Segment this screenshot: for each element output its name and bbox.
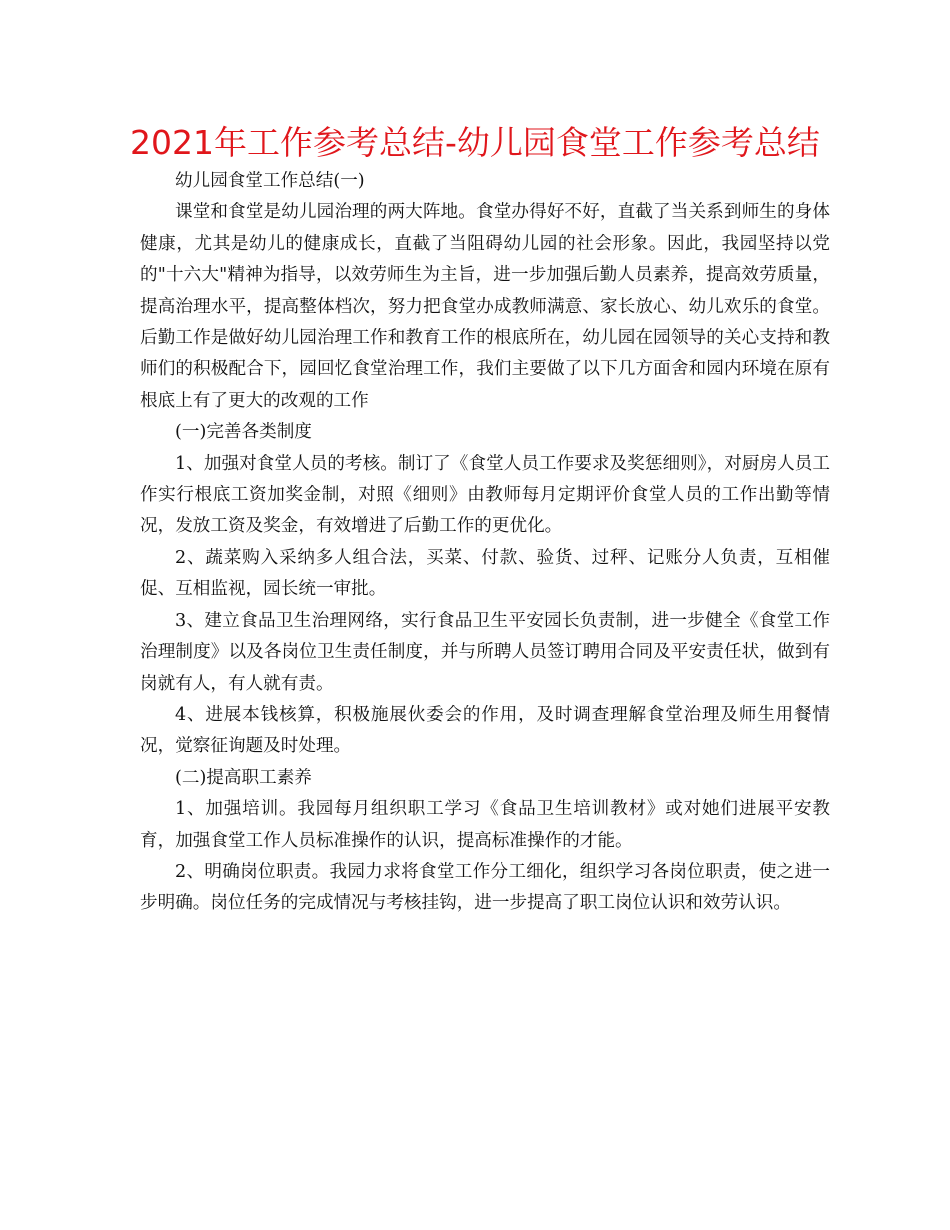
paragraph: 2、明确岗位职责。我园力求将食堂工作分工细化，组织学习各岗位职责，使之进一步明确。岗位任务的完成情况与考核挂钩，进一步提高了职工岗位认识和效劳认识。 xyxy=(140,861,830,914)
paragraph: 3、建立食品卫生治理网络，实行食品卫生平安园长负责制，进一步健全《食堂工作治理制度》以及各岗位卫生责任制度，并与所聘人员签订聘用合同及平安责任状，做到有岗就有人，有人就有责。 xyxy=(140,610,830,694)
paragraph: 1、加强培训。我园每月组织职工学习《食品卫生培训教材》或对她们进展平安教育，加强食堂工作人员标准操作的认识，提高标准操作的才能。 xyxy=(140,799,830,851)
paragraph: 1、加强对食堂人员的考核。制订了《食堂人员工作要求及奖惩细则》，对厨房人员工作实行根底工资加奖金制，对照《细则》由教师每月定期评价食堂人员的工作出勤等情况，发放工资及奖金，有效增进了后勤工作的更优化。 xyxy=(140,453,830,537)
section-heading: 幼儿园食堂工作总结(一) xyxy=(175,171,365,191)
document-body xyxy=(140,166,830,920)
document-title: 2021年工作参考总结-幼儿园食堂工作参考总结 xyxy=(130,123,820,162)
paragraph: 4、进展本钱核算，积极施展伙委会的作用，及时调查理解食堂治理及师生用餐情况，觉察征询题及时处理。 xyxy=(140,704,830,757)
section-heading: (一)完善各类制度 xyxy=(175,422,312,443)
paragraph: 2、蔬菜购入采纳多人组合法，买菜、付款、验货、过秤、记账分人负责，互相催促、互相监视，园长统一审批。 xyxy=(140,547,830,600)
paragraph: 课堂和食堂是幼儿园治理的两大阵地。食堂办得好不好，直截了当关系到师生的身体健康，尤其是幼儿的健康成长，直截了当阻碍幼儿园的社会形象。因此，我园坚持以党的"十六大"精神为指导，以效劳师生为主旨，进一步加强后勤人员素养，提高效劳质量，提高治理水平，提高整体档次，努力把食堂办成教师满意、家长放心、幼儿欢乐的食堂。后勤工作是做好幼儿园治理工作和教育工作的根底所在，幼儿园在园领导的关心支持和教师们的积极配合下，园回忆食堂治理工作，我们主要做了以下几方面舍和园内环境在原有根底上有了更大的改观的工作 xyxy=(140,202,830,411)
section-heading: (二)提高职工素养 xyxy=(175,767,312,788)
